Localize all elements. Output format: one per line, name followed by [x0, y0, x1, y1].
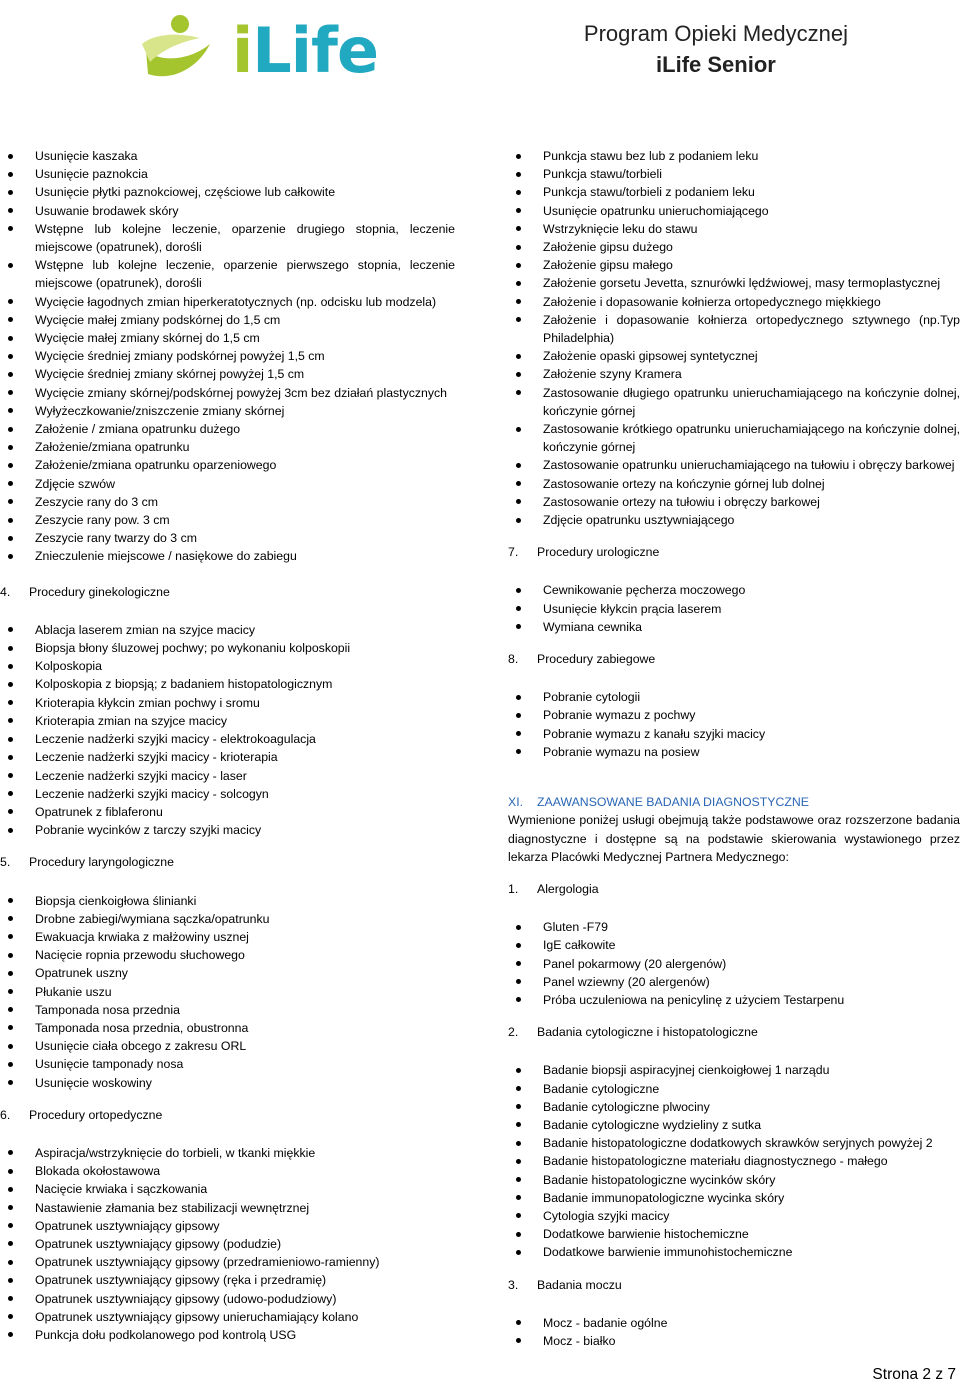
procedure-list [0, 621, 455, 839]
list-item: Wstępne lub kolejne leczenie, oparzenie drugiego stopnia, leczenie miejscowe (opatrunek), dorośli [0, 220, 455, 256]
right-column [508, 147, 960, 1350]
list-item: Usunięcie płytki paznokciowej, częściowe lub całkowite [0, 183, 455, 201]
logo-text: iLife [232, 14, 379, 87]
list-item: Założenie gipsu dużego [508, 238, 960, 256]
chapter-intro: Wymienione poniżej usługi obejmują także podstawowe oraz rozszerzone badania diagnostyczne i dostępne są na podstawie skierowania wystawionego przez lekarza Placówki Medycznej Partnera Medycznego: [508, 813, 960, 864]
section-title: Badania moczu [537, 1277, 622, 1292]
chapter-heading [508, 793, 960, 811]
list-item: Opatrunek usztywniający gipsowy (przedramieniowo-ramienny) [0, 1253, 455, 1271]
section-number: 7. [508, 545, 519, 560]
list-item: Leczenie nadżerki szyjki macicy - elektrokoagulacja [0, 730, 455, 748]
list-item: Zdjęcie opatrunku usztywniającego [508, 511, 960, 529]
procedure-list [508, 688, 960, 761]
section-number: 4. [0, 584, 11, 599]
list-item: Pobranie wymazu na posiew [508, 743, 960, 761]
list-item: Usunięcie kłykcin prącia laserem [508, 600, 960, 618]
list-item: Wstępne lub kolejne leczenie, oparzenie pierwszego stopnia, leczenie miejscowe (opatrunek), dorośli [0, 256, 455, 292]
list-item: Dodatkowe barwienie immunohistochemiczne [508, 1243, 960, 1261]
list-item: Badanie cytologiczne plwociny [508, 1098, 960, 1116]
section-title: Procedury ginekologiczne [29, 584, 170, 599]
section-heading [0, 853, 455, 871]
list-item: Założenie i dopasowanie kołnierza ortopedycznego miękkiego [508, 293, 960, 311]
list-item: Biopsja cienkoigłowa ślinianki [0, 892, 455, 910]
list-item: Dodatkowe barwienie histochemiczne [508, 1225, 960, 1243]
list-item: Zastosowanie długiego opatrunku unieruchamiającego na kończynie dolnej, kończynie górnej [508, 384, 960, 420]
left-column [0, 147, 455, 1344]
section-number: 8. [508, 652, 519, 667]
section-heading [508, 650, 960, 668]
list-item: Założenie / zmiana opatrunku dużego [0, 420, 455, 438]
list-item: Nastawienie złamania bez stabilizacji wewnętrznej [0, 1199, 455, 1217]
section-title: Procedury laryngologiczne [29, 855, 174, 870]
procedure-list [0, 1144, 455, 1344]
list-item: Panel wziewny (20 alergenów) [508, 973, 960, 991]
chapter-number: XI. [508, 795, 524, 810]
list-item: Badanie biopsji aspiracyjnej cienkoigłowej 1 narządu [508, 1061, 960, 1079]
test-list [508, 918, 960, 1009]
list-item: Założenie szyny Kramera [508, 365, 960, 383]
page-number: Strona 2 z 7 [872, 1366, 956, 1383]
list-item: Założenie/zmiana opatrunku oparzeniowego [0, 456, 455, 474]
section-heading [508, 1023, 960, 1041]
list-item: Punkcja stawu bez lub z podaniem leku [508, 147, 960, 165]
chapter-title: ZAAWANSOWANE BADANIA DIAGNOSTYCZNE [537, 795, 809, 810]
list-item: Zastosowanie ortezy na kończynie górnej lub dolnej [508, 475, 960, 493]
list-item: Mocz - badanie ogólne [508, 1314, 960, 1332]
section-title: Procedury zabiegowe [537, 652, 656, 667]
list-item: Zeszycie rany do 3 cm [0, 493, 455, 511]
list-item: Założenie gorsetu Jevetta, sznurówki lędźwiowej, masy termoplastycznej [508, 274, 960, 292]
program-title-line1: Program Opieki Medycznej [583, 21, 848, 46]
list-item: Usunięcie woskowiny [0, 1074, 455, 1092]
list-item: Założenie i dopasowanie kołnierza ortopedycznego sztywnego (np.Typ Philadelphia) [508, 311, 960, 347]
list-item: Panel pokarmowy (20 alergenów) [508, 955, 960, 973]
list-item: Wycięcie średniej zmiany skórnej powyżej 1,5 cm [0, 365, 455, 383]
list-item: Opatrunek usztywniający gipsowy (podudzie) [0, 1235, 455, 1253]
list-item: Kolposkopia [0, 657, 455, 675]
list-item: Usunięcie tamponady nosa [0, 1055, 455, 1073]
list-item: Punkcja stawu/torbieli z podaniem leku [508, 183, 960, 201]
program-title-line2: iLife Senior [656, 52, 776, 77]
list-item: Tamponada nosa przednia [0, 1001, 455, 1019]
section-number: 6. [0, 1107, 11, 1122]
list-item: Ewakuacja krwiaka z małżowiny usznej [0, 928, 455, 946]
list-item: Pobranie wymazu z pochwy [508, 706, 960, 724]
list-item: Założenie gipsu małego [508, 256, 960, 274]
section-number: 3. [508, 1277, 519, 1292]
list-item: Próba uczuleniowa na penicylinę z użyciem Testarpenu [508, 991, 960, 1009]
list-item: Usuwanie brodawek skóry [0, 202, 455, 220]
list-item: Leczenie nadżerki szyjki macicy - solcogyn [0, 785, 455, 803]
procedure-list [508, 581, 960, 636]
list-item: Cewnikowanie pęcherza moczowego [508, 581, 960, 599]
list-item: Wymiana cewnika [508, 618, 960, 636]
procedure-list [508, 147, 960, 529]
list-item: Opatrunek uszny [0, 964, 455, 982]
list-item: Usunięcie opatrunku unieruchomiającego [508, 202, 960, 220]
list-item: Wycięcie średniej zmiany podskórnej powyżej 1,5 cm [0, 347, 455, 365]
list-item: Punkcja dołu podkolanowego pod kontrolą USG [0, 1326, 455, 1344]
list-item: Cytologia szyjki macicy [508, 1207, 960, 1225]
list-item: Opatrunek usztywniający gipsowy (udowo-podudziowy) [0, 1290, 455, 1308]
program-title [584, 18, 848, 80]
list-item: Opatrunek usztywniający gipsowy (ręka i przedramię) [0, 1271, 455, 1289]
list-item: Zeszycie rany twarzy do 3 cm [0, 529, 455, 547]
list-item: Wycięcie małej zmiany podskórnej do 1,5 cm [0, 311, 455, 329]
list-item: Założenie/zmiana opatrunku [0, 438, 455, 456]
list-item: Gluten -F79 [508, 918, 960, 936]
list-item: Badanie histopatologiczne materiału diagnostycznego - małego [508, 1152, 960, 1170]
list-item: Krioterapia zmian na szyjce macicy [0, 712, 455, 730]
list-item: Pobranie wymazu z kanału szyjki macicy [508, 725, 960, 743]
list-item: IgE całkowite [508, 936, 960, 954]
list-item: Tamponada nosa przednia, obustronna [0, 1019, 455, 1037]
spacer [508, 761, 960, 779]
list-item: Nacięcie ropnia przewodu słuchowego [0, 946, 455, 964]
list-item: Mocz - białko [508, 1332, 960, 1350]
section-number: 2. [508, 1025, 519, 1040]
list-item: Wyłyżeczkowanie/zniszczenie zmiany skórnej [0, 402, 455, 420]
list-item: Nacięcie krwiaka i sączkowania [0, 1180, 455, 1198]
list-item: Zastosowanie ortezy na tułowiu i obręczy barkowej [508, 493, 960, 511]
list-item: Krioterapia kłykcin zmian pochwy i sromu [0, 694, 455, 712]
test-list [508, 1061, 960, 1261]
list-item: Usunięcie paznokcia [0, 165, 455, 183]
list-item: Wycięcie łagodnych zmian hiperkeratotycznych (np. odcisku lub modzela) [0, 293, 455, 311]
list-item: Wycięcie małej zmiany skórnej do 1,5 cm [0, 329, 455, 347]
list-item: Punkcja stawu/torbieli [508, 165, 960, 183]
list-item: Płukanie uszu [0, 983, 455, 1001]
list-item: Ablacja laserem zmian na szyjce macicy [0, 621, 455, 639]
section-heading [0, 583, 455, 601]
list-item: Badanie histopatologiczne dodatkowych skrawków seryjnych powyżej 2 [508, 1134, 960, 1152]
list-item: Wycięcie zmiany skórnej/podskórnej powyżej 3cm bez działań plastycznych [0, 384, 455, 402]
section-title: Badania cytologiczne i histopatologiczne [537, 1025, 758, 1040]
section-number: 1. [508, 881, 519, 896]
list-item: Drobne zabiegi/wymiana sączka/opatrunku [0, 910, 455, 928]
list-item: Blokada okołostawowa [0, 1162, 455, 1180]
section-heading [508, 880, 960, 898]
list-item: Badanie cytologiczne [508, 1080, 960, 1098]
list-item: Opatrunek usztywniający gipsowy [0, 1217, 455, 1235]
procedure-list [0, 892, 455, 1092]
list-item: Założenie opaski gipsowej syntetycznej [508, 347, 960, 365]
list-item: Badanie histopatologiczne wycinków skóry [508, 1171, 960, 1189]
list-item: Zeszycie rany pow. 3 cm [0, 511, 455, 529]
list-item: Opatrunek z fiblaferonu [0, 803, 455, 821]
list-item: Badanie immunopatologiczne wycinka skóry [508, 1189, 960, 1207]
list-item: Usunięcie kaszaka [0, 147, 455, 165]
list-item: Znieczulenie miejscowe / nasiękowe do zabiegu [0, 547, 455, 565]
list-item: Badanie cytologiczne wydzieliny z sutka [508, 1116, 960, 1134]
list-item: Zdjęcie szwów [0, 475, 455, 493]
section-heading [0, 1106, 455, 1124]
list-item: Zastosowanie opatrunku unieruchamiającego na tułowiu i obręczy barkowej [508, 456, 960, 474]
list-item: Kolposkopia z biopsją; z badaniem histopatologicznym [0, 675, 455, 693]
list-item: Aspiracja/wstrzyknięcie do torbieli, w tkanki miękkie [0, 1144, 455, 1162]
page-header [0, 0, 960, 110]
list-item: Pobranie cytologii [508, 688, 960, 706]
section-heading [508, 1276, 960, 1294]
list-item: Biopsja błony śluzowej pochwy; po wykonaniu kolposkopii [0, 639, 455, 657]
list-item: Usunięcie ciała obcego z zakresu ORL [0, 1037, 455, 1055]
list-item: Opatrunek usztywniający gipsowy unieruchamiający kolano [0, 1308, 455, 1326]
list-item: Leczenie nadżerki szyjki macicy - laser [0, 767, 455, 785]
test-list [508, 1314, 960, 1350]
section-title: Alergologia [537, 881, 599, 896]
section-title: Procedury ortopedyczne [29, 1107, 163, 1122]
section-title: Procedury urologiczne [537, 545, 660, 560]
procedure-list [0, 147, 455, 566]
list-item: Wstrzyknięcie leku do stawu [508, 220, 960, 238]
list-item: Pobranie wycinków z tarczy szyjki macicy [0, 821, 455, 839]
list-item: Leczenie nadżerki szyjki macicy - krioterapia [0, 748, 455, 766]
section-heading [508, 543, 960, 561]
section-number: 5. [0, 855, 11, 870]
list-item: Zastosowanie krótkiego opatrunku unieruchamiającego na kończynie dolnej, kończynie górnej [508, 420, 960, 456]
